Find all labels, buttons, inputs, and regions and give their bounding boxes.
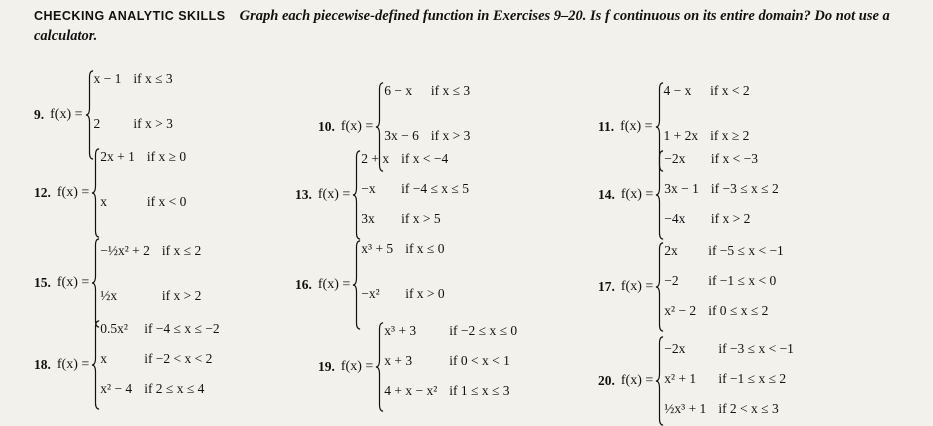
case-condition: if x ≤ 0: [405, 241, 445, 256]
function-lhs: f(x) =: [317, 187, 351, 202]
exercise-number: 19.: [318, 359, 335, 374]
case-expression: 4 − x: [663, 83, 692, 98]
case-condition: if x > 0: [405, 286, 445, 301]
function-lhs: f(x) =: [620, 373, 654, 388]
exercise-number: 20.: [598, 373, 615, 388]
case-condition: if −1 ≤ x < 0: [708, 273, 777, 288]
case-condition: if x ≤ 3: [430, 83, 471, 98]
case-expression: x: [100, 194, 108, 209]
exercise-item: [598, 150, 779, 240]
piecewise-definition: [655, 336, 794, 426]
case-expression: x³ + 5: [361, 241, 394, 256]
function-lhs: f(x) =: [56, 185, 90, 200]
piecewise-definition: [655, 150, 778, 240]
case-condition: if −1 ≤ x ≤ 2: [718, 371, 787, 386]
case-condition: if −3 ≤ x ≤ 2: [710, 181, 779, 196]
case-expression: x² − 2: [664, 303, 697, 318]
function-lhs: f(x) =: [620, 187, 654, 202]
case-condition: if −4 ≤ x ≤ −2: [144, 321, 220, 336]
exercise-item: [318, 322, 517, 412]
case-condition: if x < 0: [146, 194, 187, 209]
function-lhs: f(x) =: [317, 277, 351, 292]
left-brace-icon: [655, 150, 664, 240]
case-condition: if x < −4: [401, 151, 449, 166]
cases-grid: [100, 148, 186, 238]
exercise-item: [34, 238, 201, 328]
case-condition: if 2 < x ≤ 3: [718, 401, 779, 416]
case-condition: if x > 5: [401, 211, 441, 226]
exercise-item: [295, 150, 469, 240]
case-expression: 3x − 6: [384, 128, 419, 143]
exercise-item: [34, 148, 186, 238]
exercise-item: [295, 240, 445, 330]
function-lhs: f(x) =: [56, 275, 90, 290]
case-condition: if x > 2: [710, 211, 751, 226]
case-expression: 6 − x: [384, 83, 413, 98]
case-condition: if 0 ≤ x ≤ 2: [708, 303, 769, 318]
exercise-item: [598, 336, 794, 426]
case-expression: −4x: [664, 211, 686, 226]
function-lhs: f(x) =: [340, 359, 374, 374]
case-expression: x³ + 3: [384, 323, 417, 338]
left-brace-icon: [655, 242, 664, 332]
left-brace-icon: [655, 336, 664, 426]
piecewise-definition: [91, 238, 201, 328]
piecewise-definition: [375, 322, 517, 412]
exercise-number: 17.: [598, 279, 615, 294]
case-expression: 2 + x: [361, 151, 390, 166]
instructions-text: Graph each piecewise-defined function in Exercises 9–20. Is f continuous on its entire domain? Do not use a calculator.: [34, 8, 890, 44]
case-expression: 0.5x²: [100, 321, 128, 336]
case-condition: if x ≥ 2: [710, 128, 750, 143]
exercise-number: 13.: [295, 187, 312, 202]
function-lhs: f(x) =: [620, 119, 653, 134]
instructions: [34, 6, 914, 46]
case-condition: if x > 3: [133, 116, 173, 131]
piecewise-definition: [91, 148, 186, 238]
function-lhs: f(x) =: [50, 107, 83, 122]
cases-grid: [664, 150, 778, 240]
left-brace-icon: [91, 320, 100, 410]
cases-grid: [664, 242, 784, 332]
function-lhs: f(x) =: [56, 357, 90, 372]
function-lhs: f(x) =: [620, 279, 654, 294]
section-heading: CHECKING ANALYTIC SKILLS: [34, 9, 226, 23]
case-expression: x: [100, 351, 108, 366]
case-condition: if −5 ≤ x < −1: [708, 243, 784, 258]
exercise-number: 10.: [318, 119, 335, 134]
case-expression: 2x: [664, 243, 678, 258]
case-condition: if x > 2: [161, 288, 202, 303]
case-condition: if −2 ≤ x ≤ 0: [449, 323, 518, 338]
exercise-number: 16.: [295, 277, 312, 292]
case-expression: −2: [664, 273, 679, 288]
left-brace-icon: [352, 150, 361, 240]
case-expression: x + 3: [384, 353, 413, 368]
case-expression: −½x² + 2: [100, 243, 150, 258]
case-condition: if 2 ≤ x ≤ 4: [144, 381, 205, 396]
exercise-item: [34, 320, 220, 410]
cases-grid: [361, 240, 444, 330]
case-expression: 2: [93, 116, 101, 131]
case-expression: 3x − 1: [664, 181, 699, 196]
case-expression: 3x: [361, 211, 375, 226]
function-lhs: f(x) =: [340, 119, 374, 134]
exercise-number: 15.: [34, 275, 51, 290]
case-expression: −x²: [361, 286, 380, 301]
left-brace-icon: [352, 240, 361, 330]
case-expression: ½x: [100, 288, 118, 303]
case-condition: if x ≥ 0: [146, 149, 187, 164]
piecewise-definition: [352, 150, 469, 240]
case-expression: −2x: [664, 151, 686, 166]
cases-grid: [384, 322, 517, 412]
case-condition: if −3 ≤ x < −1: [718, 341, 794, 356]
left-brace-icon: [91, 148, 100, 238]
case-expression: 2x + 1: [100, 149, 135, 164]
cases-grid: [361, 150, 469, 240]
left-brace-icon: [375, 322, 384, 412]
case-condition: if x < −3: [710, 151, 758, 166]
case-expression: ½x³ + 1: [664, 401, 707, 416]
case-expression: −x: [361, 181, 376, 196]
case-condition: if x ≤ 3: [133, 71, 173, 86]
exercise-item: [598, 242, 784, 332]
piecewise-definition: [655, 242, 784, 332]
cases-grid: [100, 238, 201, 328]
case-expression: x² − 4: [100, 381, 133, 396]
case-condition: if −2 < x < 2: [144, 351, 213, 366]
piecewise-definition: [91, 320, 219, 410]
case-expression: x² + 1: [664, 371, 697, 386]
case-condition: if −4 ≤ x ≤ 5: [401, 181, 469, 196]
piecewise-definition: [352, 240, 444, 330]
exercise-number: 12.: [34, 185, 51, 200]
case-expression: 1 + 2x: [663, 128, 699, 143]
piecewise-definition: [85, 70, 173, 160]
case-expression: 4 + x − x²: [384, 383, 438, 398]
cases-grid: [100, 320, 219, 410]
case-expression: −2x: [664, 341, 686, 356]
case-expression: x − 1: [93, 71, 122, 86]
exercise-number: 18.: [34, 357, 51, 372]
exercise-number: 9.: [34, 107, 45, 122]
case-condition: if x ≤ 2: [161, 243, 202, 258]
case-condition: if x > 3: [430, 128, 471, 143]
exercise-item: [34, 70, 173, 160]
left-brace-icon: [91, 238, 100, 328]
cases-grid: [664, 336, 794, 426]
exercise-number: 14.: [598, 187, 615, 202]
case-condition: if x < 2: [710, 83, 750, 98]
case-condition: if 0 < x < 1: [449, 353, 510, 368]
case-condition: if 1 ≤ x ≤ 3: [449, 383, 510, 398]
exercise-number: 11.: [598, 119, 615, 134]
cases-grid: [94, 70, 173, 160]
left-brace-icon: [85, 70, 94, 160]
